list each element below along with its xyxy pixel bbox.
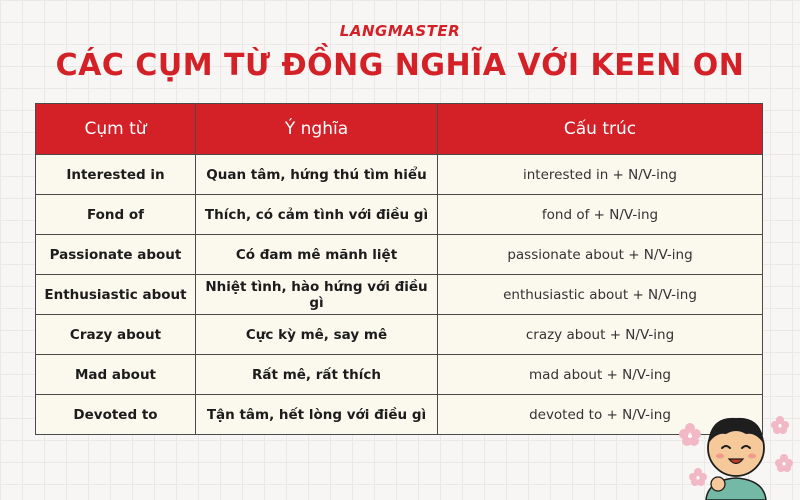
structure-cell: interested in + N/V-ing xyxy=(438,155,763,195)
meaning-cell: Quan tâm, hứng thú tìm hiểu xyxy=(196,155,438,195)
phrase-cell: Crazy about xyxy=(36,315,196,355)
header-structure: Cấu trúc xyxy=(438,104,763,155)
table-row xyxy=(36,355,763,395)
synonyms-table xyxy=(35,103,763,435)
phrase-cell: Fond of xyxy=(36,195,196,235)
smiling-boy-with-flowers-icon xyxy=(672,398,800,500)
structure-cell: crazy about + N/V-ing xyxy=(438,315,763,355)
table-row xyxy=(36,155,763,195)
header-phrase: Cụm từ xyxy=(36,104,196,155)
phrase-cell: Interested in xyxy=(36,155,196,195)
brand-logo: LANGMASTER xyxy=(339,22,461,40)
table-row xyxy=(36,195,763,235)
header-meaning: Ý nghĩa xyxy=(196,104,438,155)
phrase-cell: Enthusiastic about xyxy=(36,275,196,315)
table-row xyxy=(36,275,763,315)
meaning-cell: Nhiệt tình, hào hứng với điều gì xyxy=(196,275,438,315)
table-header-row xyxy=(36,104,763,155)
table-row xyxy=(36,395,763,435)
table-row xyxy=(36,315,763,355)
meaning-cell: Có đam mê mãnh liệt xyxy=(196,235,438,275)
phrase-cell: Devoted to xyxy=(36,395,196,435)
phrase-cell: Passionate about xyxy=(36,235,196,275)
structure-cell: devoted to + N/V-ing xyxy=(438,395,763,435)
meaning-cell: Tận tâm, hết lòng với điều gì xyxy=(196,395,438,435)
structure-cell: fond of + N/V-ing xyxy=(438,195,763,235)
meaning-cell: Rất mê, rất thích xyxy=(196,355,438,395)
structure-cell: passionate about + N/V-ing xyxy=(438,235,763,275)
structure-cell: mad about + N/V-ing xyxy=(438,355,763,395)
table-row xyxy=(36,235,763,275)
meaning-cell: Thích, có cảm tình với điều gì xyxy=(196,195,438,235)
page-title: CÁC CỤM TỪ ĐỒNG NGHĨA VỚI KEEN ON xyxy=(55,48,745,83)
phrase-cell: Mad about xyxy=(36,355,196,395)
structure-cell: enthusiastic about + N/V-ing xyxy=(438,275,763,315)
meaning-cell: Cực kỳ mê, say mê xyxy=(196,315,438,355)
